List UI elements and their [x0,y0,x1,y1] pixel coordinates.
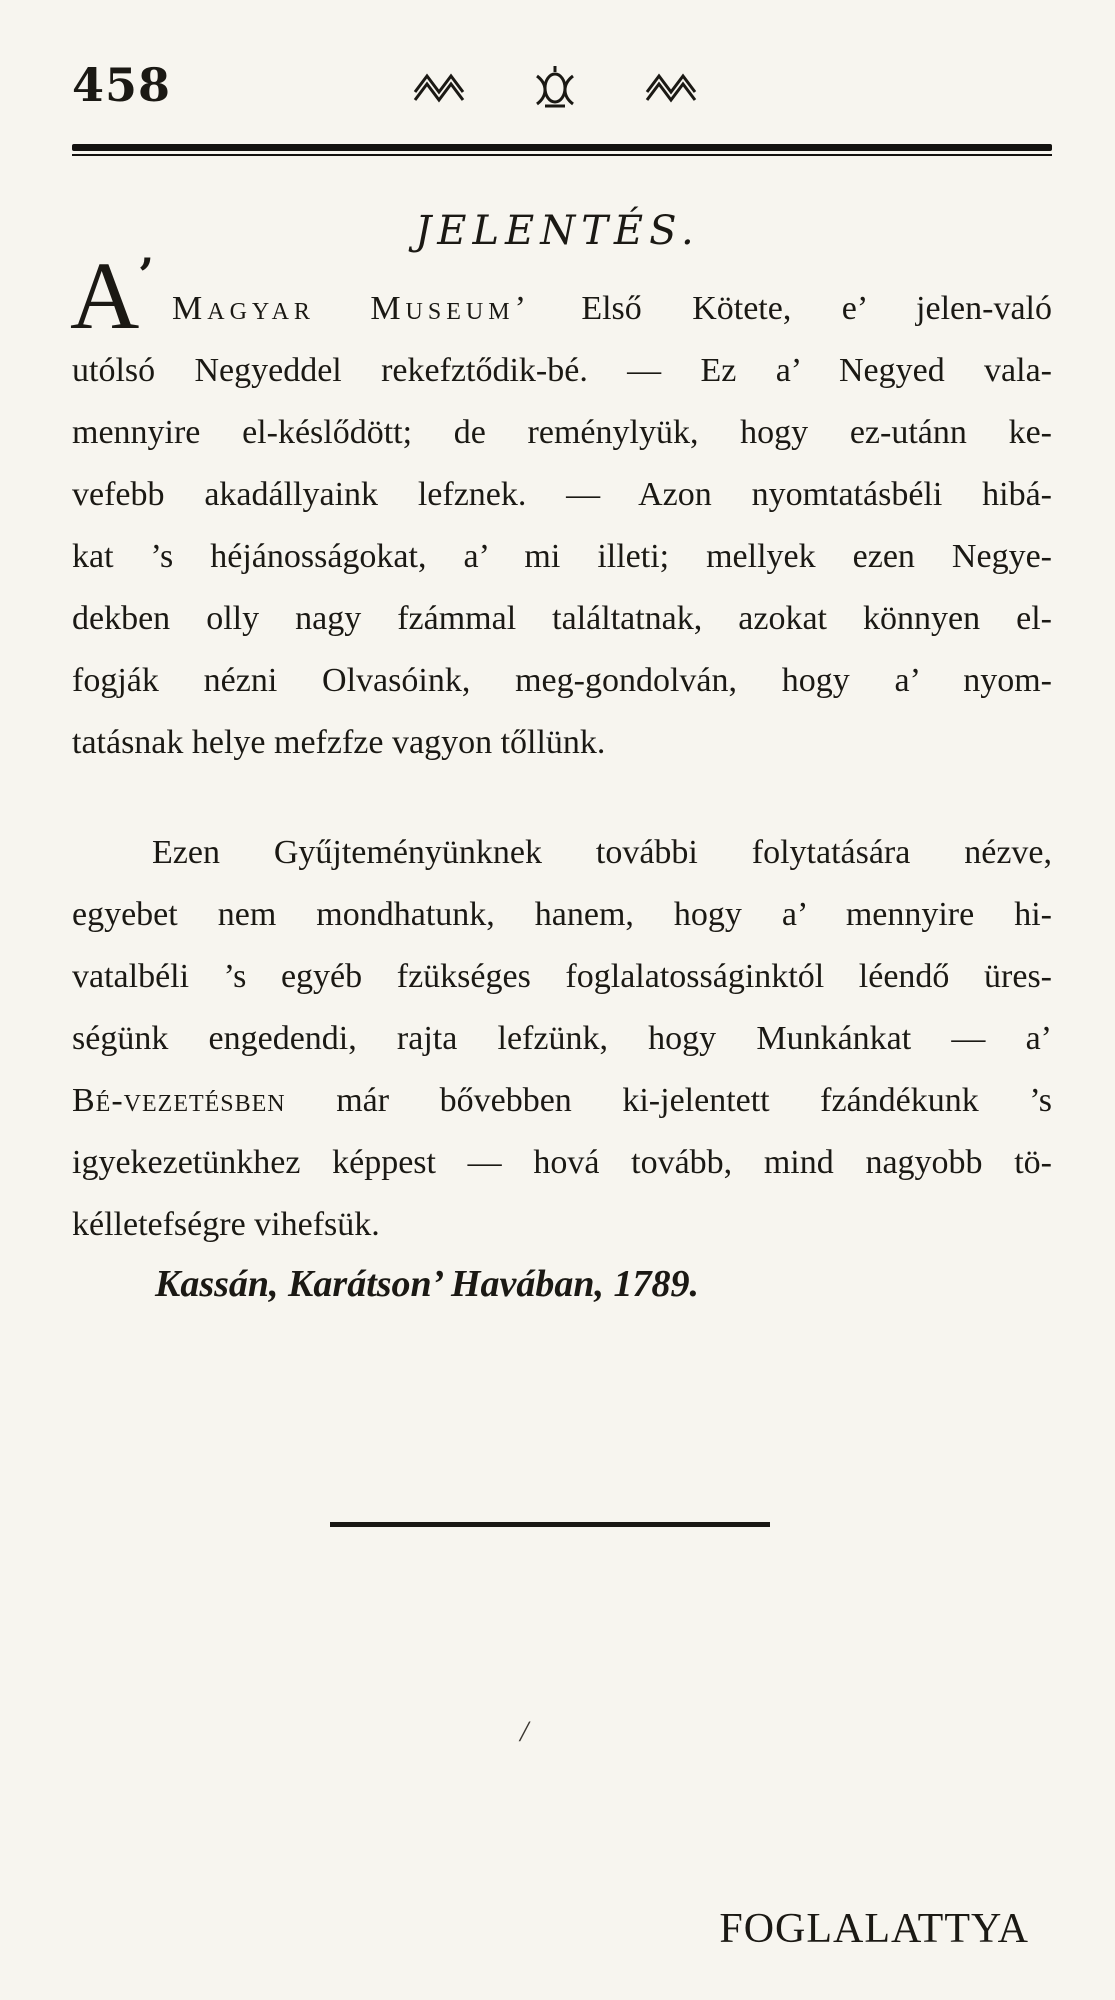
drop-cap-apostrophe: ’ [138,248,155,302]
header-ornament [405,62,705,112]
end-rule [330,1522,770,1527]
text-line: kélletefségre vihefsük. [72,1206,380,1243]
text-line: igyekezetünkhez képpest — hová tovább, mind nagyobb tö- [72,1144,1052,1181]
text-line: utólsó Negyeddel rekefztődik-bé. — Ez a’ Negyed vala- [72,352,1052,389]
header-rule [72,144,1052,158]
paragraph-1 [72,278,1052,774]
text-line: egyebet nem mondhatunk, hanem, hogy a’ mennyire hi- [72,896,1052,933]
text-line: Magyar Museum’ Első Kötete, e’ jelen-való [172,290,1052,327]
text-line: Ezen Gyűjteményünknek további folytatására nézve, [152,834,1052,871]
text-line: mennyire el-késlődött; de reménylyük, hogy ez-utánn ke- [72,414,1052,451]
smallcaps-word: Bé-vezetésben [72,1082,286,1119]
smallcaps-name: Magyar Museum’ [172,290,531,327]
stray-mark: / [520,1715,529,1748]
fleuron-ornament-icon [537,66,573,106]
text-line: tatásnak helye mefzfze vagyon tőllünk. [72,724,606,761]
text-line: kat ’s héjánosságokat, a’ mi illeti; mellyek ezen Negye- [72,538,1052,575]
paragraph-2 [72,822,1052,1256]
text-line: Bé-vezetésben már bővebben ki-jelentett fzándékunk ’s [72,1082,1053,1119]
text-line: fogják nézni Olvasóink, meg-gondolván, hogy a’ nyom- [72,662,1052,699]
catchword: FOGLALATTYA [719,1906,1029,1952]
drop-cap-letter: A [70,242,140,349]
text-line: dekben olly nagy fzámmal találtatnak, azokat könnyen el- [72,600,1052,637]
zigzag-ornament-icon [415,76,463,100]
signature-dateline: Kassán, Karátson’ Havában, 1789. [155,1263,700,1305]
text-line: ségünk engedendi, rajta lefzünk, hogy Munkánkat — a’ [72,1020,1052,1057]
zigzag-ornament-icon [647,76,695,100]
page-number: 458 [72,58,172,112]
text-line: vatalbéli ’s egyéb fzükséges foglalatosságinktól léendő üres- [72,958,1052,995]
text-line: vefebb akadállyaink lefznek. — Azon nyomtatásbéli hibá- [72,476,1052,513]
page-title: JELENTÉS. [415,208,700,254]
